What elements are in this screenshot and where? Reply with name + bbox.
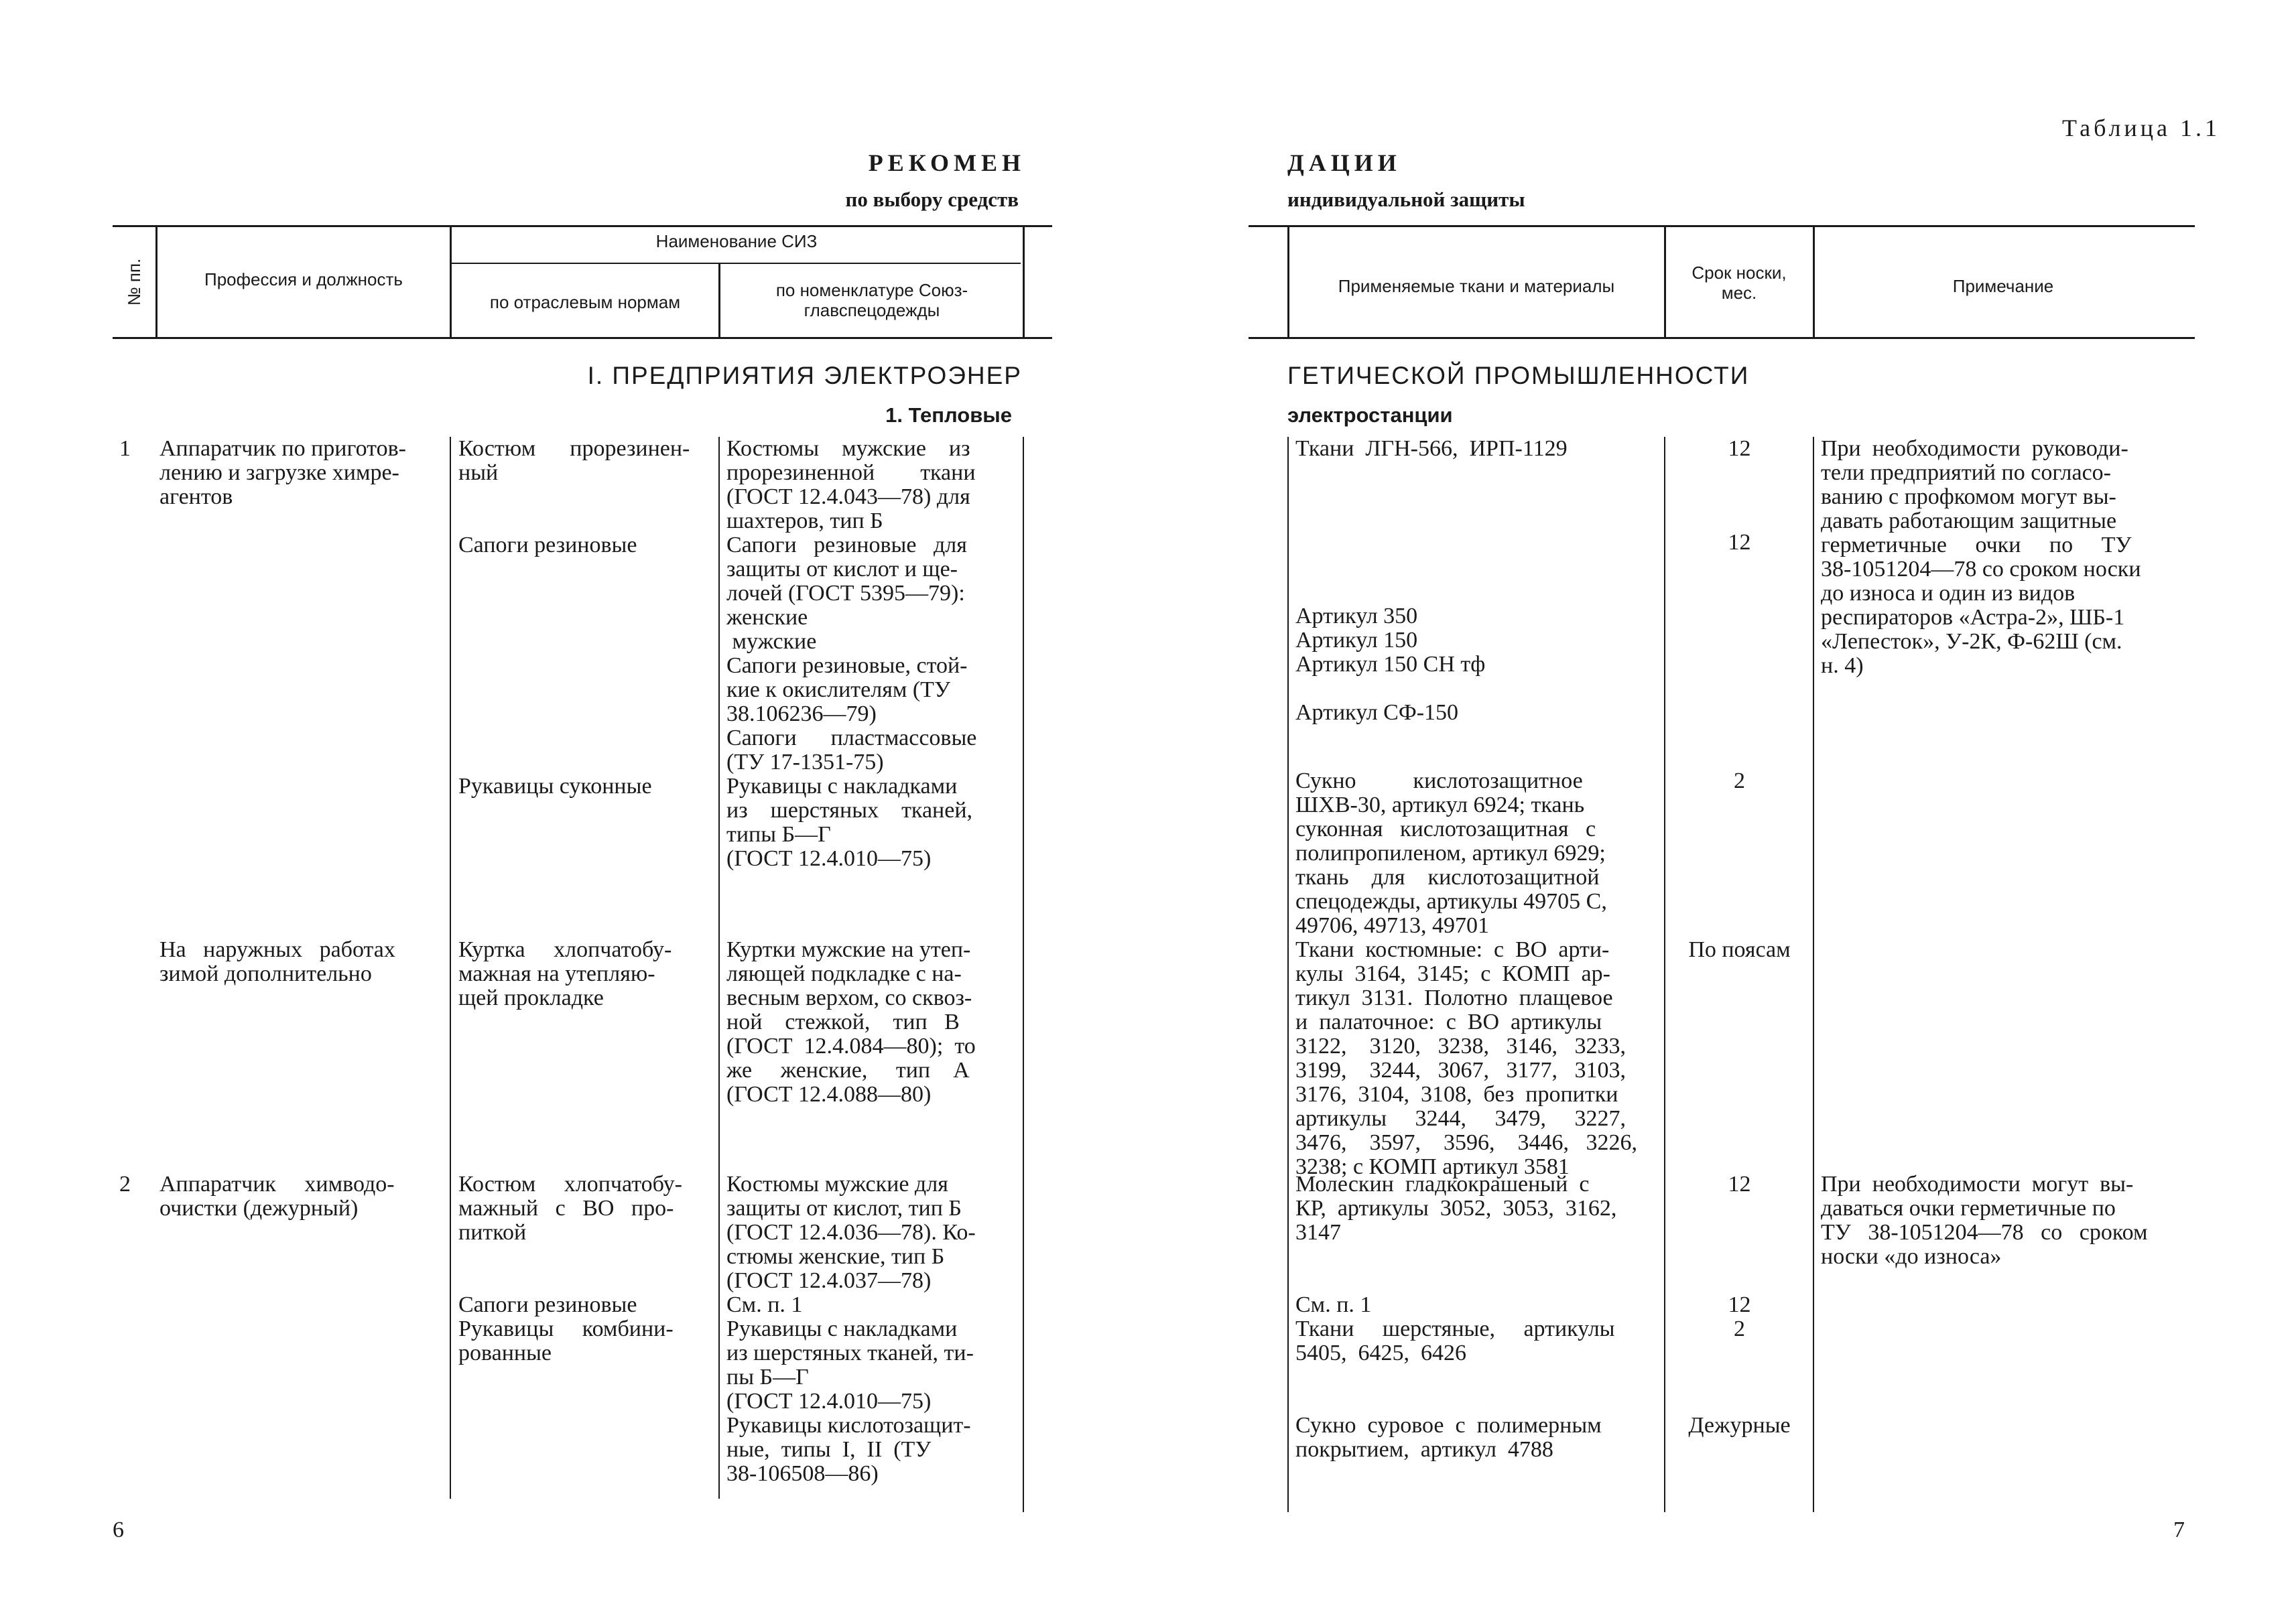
section-title-part-1: I. ПРЕДПРИЯТИЯ ЭЛЕКТРОЭНЕР [587, 362, 1022, 389]
header-siz: Наименование СИЗ [655, 231, 818, 251]
norm-cell: Костюм прорезинен- ный [458, 436, 690, 485]
page-number: 7 [2173, 1517, 2185, 1542]
page-number: 6 [113, 1517, 124, 1542]
profession-cell: Аппаратчик по приготов- лению и загрузке химре- агентов [160, 436, 406, 509]
column-rule [450, 437, 451, 1499]
nomenclature-cell: Сапоги резиновые для защиты от кислот и ще- лочей (ГОСТ 5395—79): женские мужские Сапоги резиновые, стой- кие к окислителям (ТУ 38.106236—79) Сапоги пластмассовые (ТУ 17-1351-75) [726, 533, 977, 774]
materials-cell: Ткани ЛГН-566, ИРП-1129 [1295, 436, 1568, 461]
materials-cell: Ткани костюмные: с ВО арти- кулы 3164, 3145; с КОМП ар- тикул 3131. Полотно плащевое и палаточное: с ВО артикулы 3122, 3120, 3238, 3146, 3233, 3199, 3244, 3067, 3177, 3103, 3176, 3104, 3108, без пропитки артикулы 3244, 3479, 3227, 3476, 3597, 3596, 3446, 3226, 3238; с КОМП артикул 3581 [1295, 937, 1637, 1179]
header-divider [155, 226, 157, 337]
header-divider [1023, 226, 1025, 337]
header-sub-rule [450, 263, 1021, 264]
heading-sub-part-1: по выбору средств [845, 188, 1019, 211]
term-cell: 12 [1728, 436, 1751, 461]
subsection-title: 1. Тепловые [885, 403, 1012, 427]
term-cell: 2 [1734, 768, 1745, 793]
column-rule [1664, 437, 1665, 1512]
term-cell: 12 [1728, 530, 1751, 555]
materials-cell: Артикул 350 Артикул 150 Артикул 150 СН тф Артикул СФ-150 [1295, 604, 1486, 725]
column-rule [1813, 437, 1814, 1512]
header-divider [1813, 226, 1815, 337]
header-by-nomenclature: по номенклатуре Союз- главспецодежды [775, 280, 968, 320]
row-number: 1 [119, 436, 131, 461]
nomenclature-cell: Куртки мужские на утеп- ляющей подкладке с на- весным верхом, со сквоз- ной стежкой, тип В (ГОСТ 12.4.084—80); то же женские, тип А (ГОСТ 12.4.088—80) [726, 937, 976, 1107]
materials-cell: Сукно кислотозащитное ШХВ-30, артикул 6924; ткань суконная кислотозащитная с полипропиленом, артикул 6929; ткань для кислотозащитной спецодежды, артикулы 49705 С, 49706, 49713, 49701 [1295, 768, 1607, 938]
header-divider [718, 263, 720, 337]
header-num: № пп. [124, 258, 144, 306]
norm-cell: Костюм хлопчатобу- мажный с ВО про- питкой [458, 1172, 682, 1245]
header-by-norms: по отраслевым нормам [489, 292, 681, 312]
header-materials: Применяемые ткани и материалы [1338, 276, 1615, 296]
column-rule [718, 437, 720, 1499]
header-divider [1287, 226, 1289, 337]
header-divider [1664, 226, 1666, 337]
heading-sub-part-2: индивидуальной защиты [1287, 188, 1525, 211]
term-cell: Дежурные [1688, 1413, 1791, 1438]
header-bottom-rule [113, 337, 1052, 339]
header-num-cell [113, 226, 155, 337]
materials-cell: Сукно суровое с полимерным покрытием, артикул 4788 [1295, 1413, 1602, 1462]
heading-part-2: ДАЦИИ [1287, 149, 1401, 176]
note-cell: При необходимости могут вы- даваться очки герметичные по ТУ 38-1051204—78 со сроком носки «до износа» [1821, 1172, 2148, 1269]
header-note: Примечание [1952, 276, 2054, 296]
section-title-part-2: ГЕТИЧЕСКОЙ ПРОМЫШЛЕННОСТИ [1287, 362, 1750, 389]
table-label: Таблица 1.1 [2062, 115, 2220, 141]
right-page [1148, 0, 2296, 1622]
table-top-rule [113, 225, 1052, 227]
materials-cell: Молескин гладкокрашеный с КР, артикулы 3052, 3053, 3162, 3147 [1295, 1172, 1617, 1245]
column-rule [1287, 437, 1289, 1512]
term-cell: По поясам [1688, 937, 1791, 962]
profession-cell: На наружных работах зимой дополнительно [160, 937, 395, 986]
norm-cell: Сапоги резиновые [458, 533, 637, 557]
norm-cell: Куртка хлопчатобу- мажная на утепляю- щей прокладке [458, 937, 672, 1010]
term-cell: 12 [1728, 1172, 1751, 1197]
row-number: 2 [119, 1172, 131, 1197]
nomenclature-cell: Рукавицы с накладками из шерстяных тканей, типы Б—Г (ГОСТ 12.4.010—75) [726, 774, 973, 871]
header-bottom-rule [1249, 337, 2195, 339]
column-rule [1023, 437, 1024, 1512]
materials-cell: См. п. 1 Ткани шерстяные, артикулы 5405, 6425, 6426 [1295, 1292, 1615, 1365]
header-term: Срок носки, мес. [1692, 263, 1787, 303]
nomenclature-cell: Костюмы мужские из прорезиненной ткани (ГОСТ 12.4.043—78) для шахтеров, тип Б [726, 436, 976, 533]
heading-part-1: РЕКОМЕН [868, 149, 1025, 176]
profession-cell: Аппаратчик химводо- очистки (дежурный) [160, 1172, 395, 1221]
header-divider [450, 226, 452, 337]
note-cell: При необходимости руководи- тели предприятий по согласо- ванию с профкомом могут вы- давать работающим защитные герметичные очки по ТУ 38-1051204—78 со сроком носки до износа и один из видов респираторов «Астра-2», ШБ-1 «Лепесток», У-2К, Ф-62Ш (см. н. 4) [1821, 436, 2141, 678]
norm-cell: Сапоги резиновые Рукавицы комбини- рованные [458, 1292, 674, 1365]
nomenclature-cell: Костюмы мужские для защиты от кислот, тип Б (ГОСТ 12.4.036—78). Ко- стюмы женские, тип Б (ГОСТ 12.4.037—78) [726, 1172, 976, 1293]
nomenclature-cell: См. п. 1 Рукавицы с накладками из шерстяных тканей, ти- пы Б—Г (ГОСТ 12.4.010—75) Рукавицы кислотозащит- ные, типы I, II (ТУ 38-106508—86) [726, 1292, 974, 1486]
table-top-rule [1249, 225, 2195, 227]
term-cell: 12 2 [1728, 1292, 1751, 1341]
subsection-title: электростанции [1287, 403, 1453, 427]
norm-cell: Рукавицы суконные [458, 774, 652, 799]
header-profession: Профессия и должность [204, 269, 403, 289]
